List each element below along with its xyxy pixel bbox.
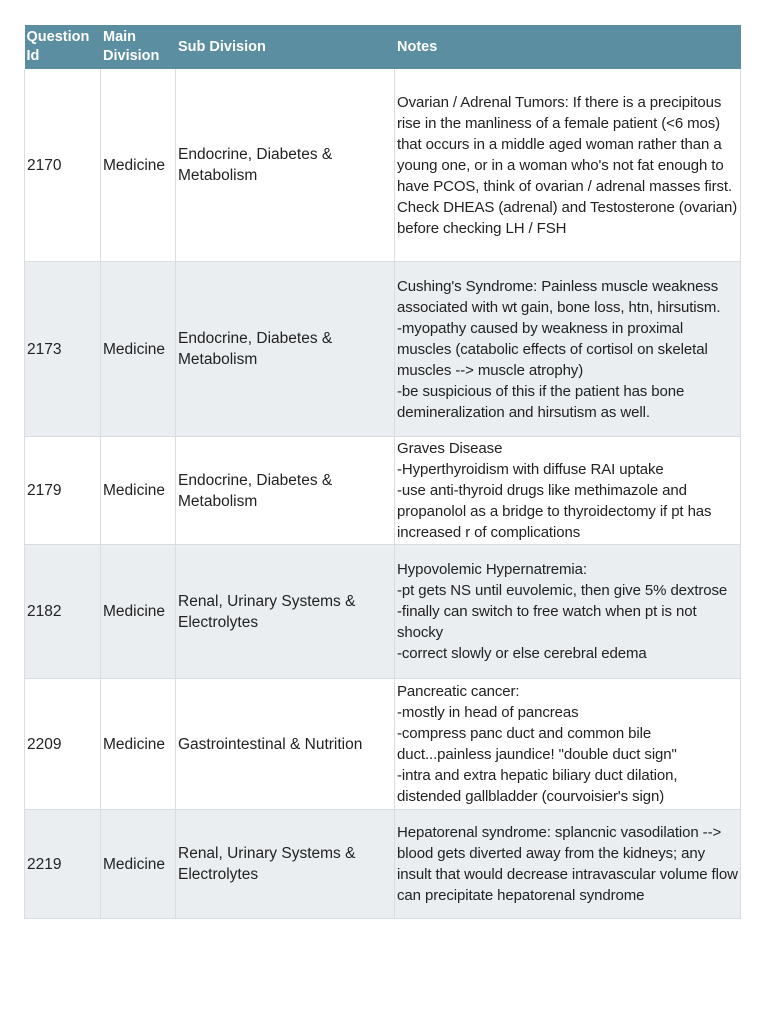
header-notes: Notes xyxy=(395,25,741,69)
table-row xyxy=(25,545,741,679)
cell-question-id: 2173 xyxy=(25,262,101,437)
cell-question-id: 2219 xyxy=(25,810,101,919)
cell-sub-division: Endocrine, Diabetes & Metabolism xyxy=(176,262,395,437)
table-row xyxy=(25,69,741,262)
cell-notes: Hepatorenal syndrome: splancnic vasodilation --> blood gets diverted away from the kidneys; any insult that would decrease intravascular volume flow can precipitate hepatorenal syndrome xyxy=(395,810,741,919)
cell-question-id: 2179 xyxy=(25,437,101,545)
cell-main-division: Medicine xyxy=(101,262,176,437)
cell-main-division: Medicine xyxy=(101,437,176,545)
cell-main-division: Medicine xyxy=(101,545,176,679)
cell-sub-division: Gastrointestinal & Nutrition xyxy=(176,679,395,810)
cell-notes: Cushing's Syndrome: Painless muscle weakness associated with wt gain, bone loss, htn, hirsutism. -myopathy caused by weakness in proximal muscles (catabolic effects of cortisol on skeletal muscles --> muscle atrophy) -be suspicious of this if the patient has bone demineralization and hirsutism as well. xyxy=(395,262,741,437)
cell-question-id: 2209 xyxy=(25,679,101,810)
cell-main-division: Medicine xyxy=(101,810,176,919)
cell-main-division: Medicine xyxy=(101,69,176,262)
cell-notes: Ovarian / Adrenal Tumors: If there is a precipitous rise in the manliness of a female patient (<6 mos) that occurs in a middle aged woman rather than a young one, or in a woman who's not fat enough to have PCOS, think of ovarian / adrenal masses first. Check DHEAS (adrenal) and Testosterone (ovarian) before checking LH / FSH xyxy=(395,69,741,262)
notes-table xyxy=(24,25,741,919)
cell-question-id: 2170 xyxy=(25,69,101,262)
cell-notes: Graves Disease -Hyperthyroidism with diffuse RAI uptake -use anti-thyroid drugs like methimazole and propanolol as a bridge to thyroidectomy if pt has increased r of complications xyxy=(395,437,741,545)
header-main-division: Main Division xyxy=(101,25,176,69)
table-header-row xyxy=(25,25,741,69)
table-row xyxy=(25,437,741,545)
table-row xyxy=(25,679,741,810)
header-question-id: Question Id xyxy=(25,25,101,69)
header-sub-division: Sub Division xyxy=(176,25,395,69)
cell-notes: Pancreatic cancer: -mostly in head of pancreas -compress panc duct and common bile duct...painless jaundice! "double duct sign" -intra and extra hepatic biliary duct dilation, distended gallbladder (courvoisier's sign) xyxy=(395,679,741,810)
table-row xyxy=(25,810,741,919)
table-row xyxy=(25,262,741,437)
notes-table-container xyxy=(24,25,740,919)
cell-sub-division: Endocrine, Diabetes & Metabolism xyxy=(176,69,395,262)
cell-notes: Hypovolemic Hypernatremia: -pt gets NS until euvolemic, then give 5% dextrose -finally can switch to free watch when pt is not shocky -correct slowly or else cerebral edema xyxy=(395,545,741,679)
cell-main-division: Medicine xyxy=(101,679,176,810)
cell-sub-division: Renal, Urinary Systems & Electrolytes xyxy=(176,810,395,919)
cell-sub-division: Renal, Urinary Systems & Electrolytes xyxy=(176,545,395,679)
cell-question-id: 2182 xyxy=(25,545,101,679)
cell-sub-division: Endocrine, Diabetes & Metabolism xyxy=(176,437,395,545)
